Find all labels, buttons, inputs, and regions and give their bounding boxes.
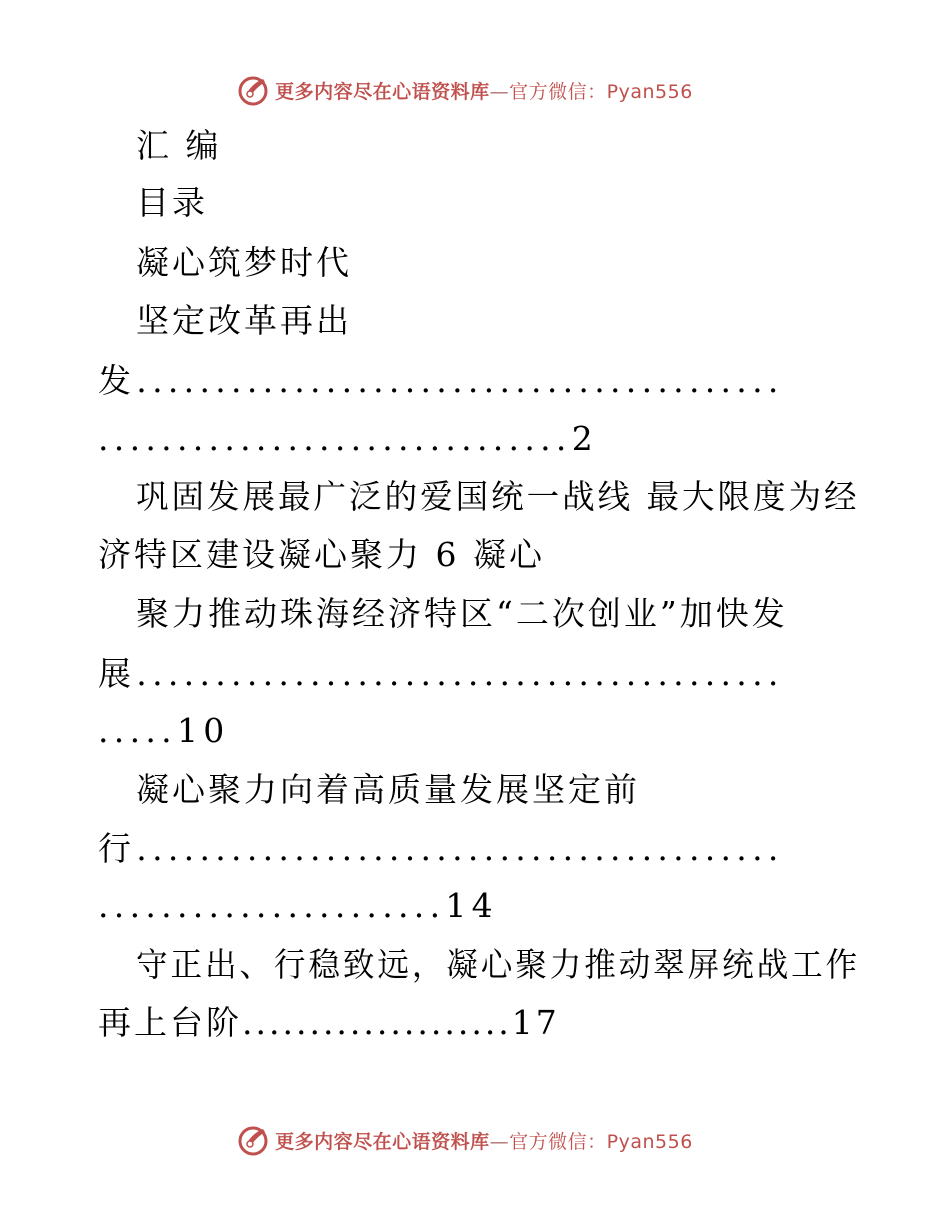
toc-entry-1-leader: 发......................................... bbox=[98, 361, 784, 400]
toc-entry-3-leader: 展......................................... bbox=[98, 654, 784, 693]
toc-entry-2-continued: 济特区建设凝心聚力 6 凝心 bbox=[98, 535, 545, 574]
toc-heading: 目录 bbox=[136, 183, 208, 222]
watermark-brand: 更多内容尽在心语资料库 bbox=[275, 1130, 490, 1153]
section-title: 凝心筑梦时代 bbox=[136, 243, 352, 282]
toc-entry-3-title: 聚力推动珠海经济特区“二次创业”加快发 bbox=[136, 594, 788, 633]
watermark-contact: 官方微信：Pyan556 bbox=[509, 1130, 693, 1153]
watermark-separator: — bbox=[489, 1130, 510, 1153]
toc-entry-4-page: ......................14 bbox=[98, 886, 498, 925]
watermark-contact: 官方微信：Pyan556 bbox=[509, 80, 693, 103]
toc-entry-3-page: .....10 bbox=[98, 711, 230, 750]
toc-entry-5-page: 再上台阶....................17 bbox=[98, 1003, 560, 1042]
compilation-heading: 汇 编 bbox=[136, 126, 222, 165]
toc-entry-2-title: 巩固发展最广泛的爱国统一战线 最大限度为经 bbox=[136, 477, 860, 516]
watermark-brand: 更多内容尽在心语资料库 bbox=[275, 80, 490, 103]
toc-entry-5-title: 守正出、行稳致远，凝心聚力推动翠屏统战工作 bbox=[136, 945, 861, 984]
pen-seal-icon bbox=[237, 1123, 271, 1157]
watermark-separator: — bbox=[489, 80, 510, 103]
toc-entry-4-leader: 行......................................... bbox=[98, 829, 784, 868]
toc-entry-4-title: 凝心聚力向着高质量发展坚定前 bbox=[136, 770, 640, 809]
toc-entry-1-page: ..............................2 bbox=[98, 419, 598, 458]
footer-watermark bbox=[0, 1122, 950, 1158]
toc-entry-1-title: 坚定改革再出 bbox=[136, 301, 352, 340]
